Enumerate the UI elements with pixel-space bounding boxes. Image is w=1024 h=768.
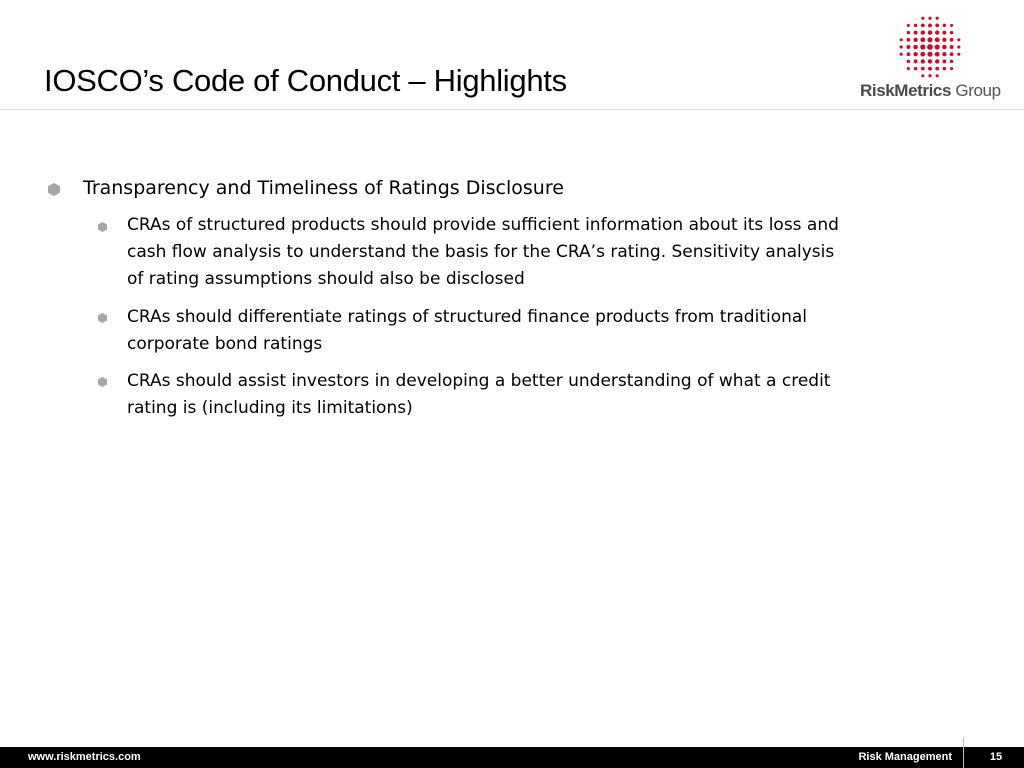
slide-footer	[0, 747, 1024, 768]
sub-bullet-1-line-3: of rating assumptions should also be disclosed	[127, 269, 525, 289]
slide-title: IOSCO’s Code of Conduct – Highlights	[44, 63, 567, 98]
sub-bullet-2-line-2: corporate bond ratings	[127, 334, 323, 354]
sub-bullet-3	[127, 368, 977, 422]
footer-divider	[963, 737, 964, 768]
logo-brand-light: Group	[951, 81, 1001, 100]
hexagon-bullet-icon	[98, 222, 107, 232]
hexagon-bullet-icon	[98, 377, 107, 387]
sub-bullet-1-line-2: cash flow analysis to understand the basis for the CRA’s rating. Sensitivity analysis	[127, 242, 835, 262]
page-number: 15	[989, 751, 1003, 763]
sub-bullet-1-line-1: CRAs of structured products should provide sufficient information about its loss and	[127, 215, 839, 235]
footer-url-link[interactable]: www.riskmetrics.com	[28, 751, 141, 763]
sub-bullet-3-line-1: CRAs should assist investors in developing a better understanding of what a credit	[127, 371, 831, 391]
bullet-heading: Transparency and Timeliness of Ratings Disclosure	[83, 177, 564, 199]
logo-brand-bold: RiskMetrics	[860, 81, 952, 100]
sub-bullet-1	[127, 212, 977, 293]
hexagon-bullet-icon	[98, 313, 107, 323]
hexagon-bullet-icon	[48, 183, 60, 196]
sub-bullet-2	[127, 304, 977, 358]
sub-bullet-3-line-2: rating is (including its limitations)	[127, 398, 413, 418]
footer-section-label: Risk Management	[858, 751, 952, 763]
sub-bullet-2-line-1: CRAs should differentiate ratings of structured finance products from traditional	[127, 307, 808, 327]
